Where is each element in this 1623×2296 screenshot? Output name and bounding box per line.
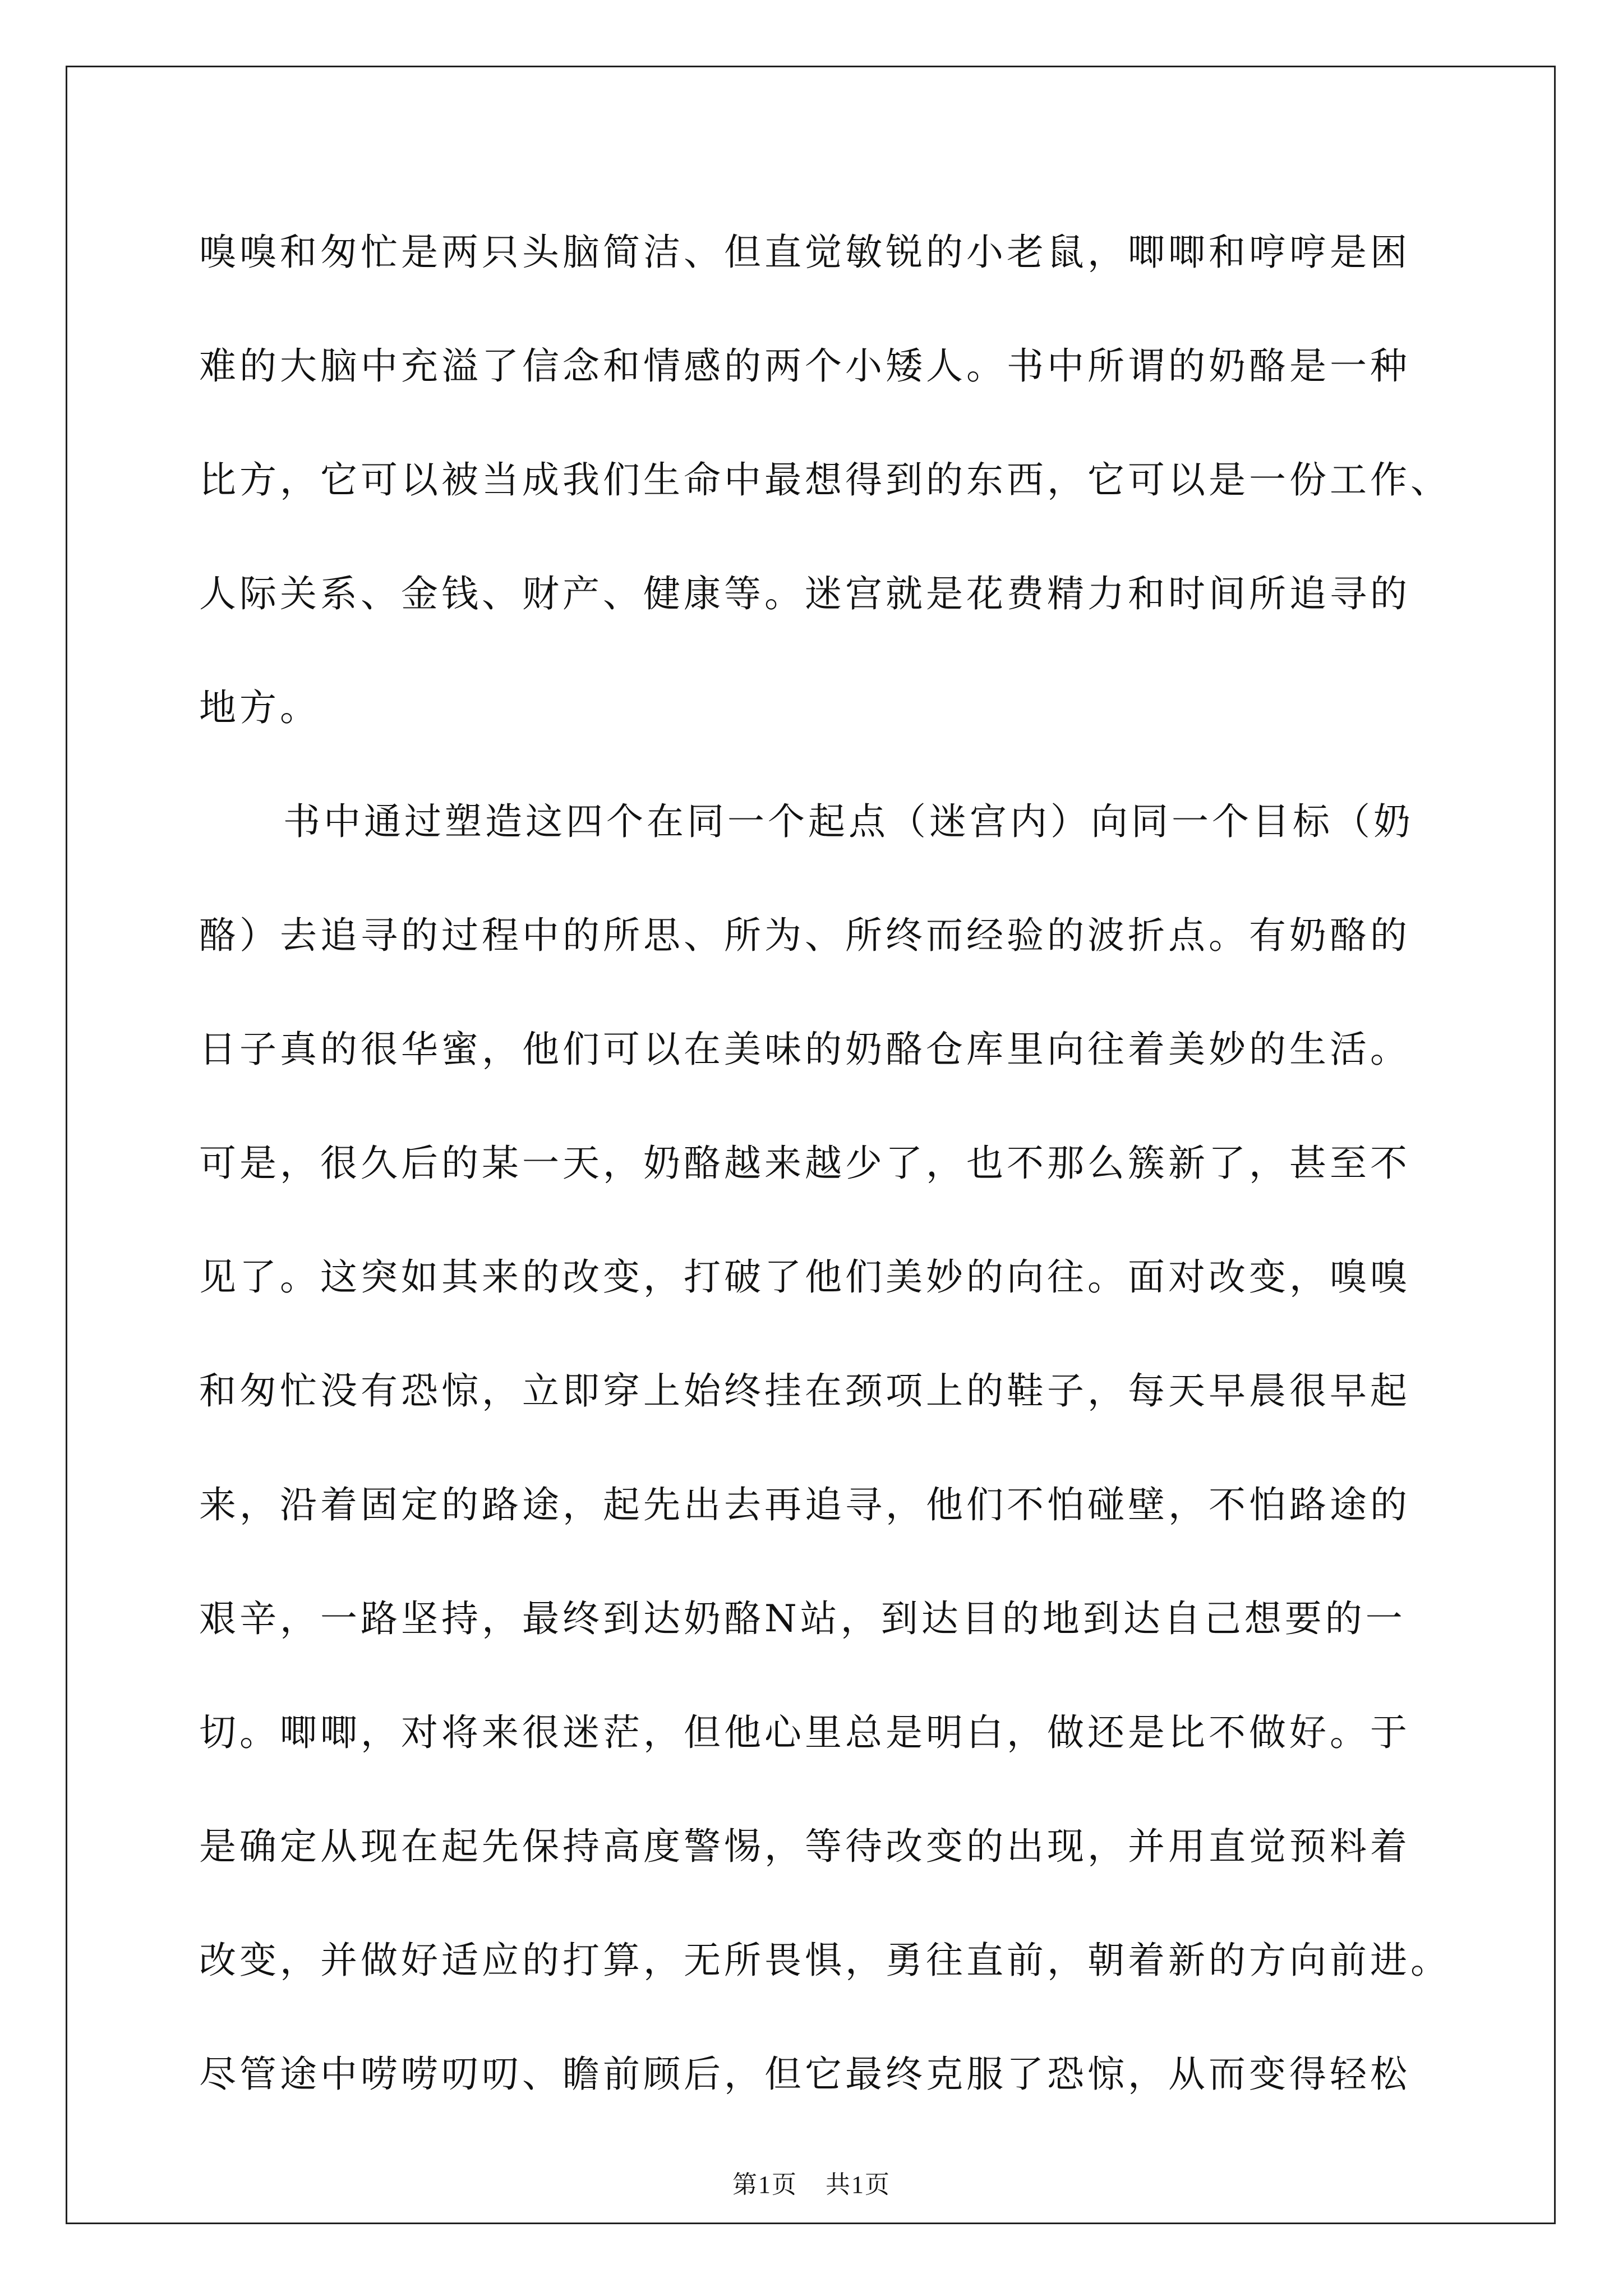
page-footer bbox=[0, 2164, 1623, 2200]
text-line: 比方，它可以被当成我们生命中最想得到的东西，它可以是一份工作、 bbox=[199, 458, 1451, 501]
text-line: 地方。 bbox=[199, 686, 320, 729]
text-line: 切。唧唧，对将来很迷茫，但他心里总是明白，做还是比不做好。于 bbox=[199, 1711, 1410, 1754]
total-pages: 共1页 bbox=[826, 2171, 891, 2198]
text-line: 是确定从现在起先保持高度警惕，等待改变的出现，并用直觉预料着 bbox=[199, 1825, 1410, 1868]
text-line: 人际关系、金钱、财产、健康等。迷宫就是花费精力和时间所追寻的 bbox=[199, 572, 1410, 615]
text-line: 尽管途中唠唠叨叨、瞻前顾后，但它最终克服了恐惊，从而变得轻松 bbox=[199, 2053, 1410, 2096]
text-line: 可是，很久后的某一天，奶酪越来越少了，也不那么簇新了，甚至不 bbox=[199, 1142, 1410, 1185]
text-line: 见了。这突如其来的改变，打破了他们美妙的向往。面对改变，嗅嗅 bbox=[199, 1255, 1410, 1299]
text-line: 嗅嗅和匆忙是两只头脑简洁、但直觉敏锐的小老鼠，唧唧和哼哼是困 bbox=[199, 231, 1410, 274]
text-line: 艰辛，一路坚持，最终到达奶酪N站，到达目的地到达自己想要的一 bbox=[199, 1597, 1406, 1640]
text-line: 改变，并做好适应的打算，无所畏惧，勇往直前，朝着新的方向前进。 bbox=[199, 1939, 1451, 1982]
page-number: 第1页 bbox=[732, 2171, 797, 2198]
text-line: 酪）去追寻的过程中的所思、所为、所终而经验的波折点。有奶酪的 bbox=[199, 914, 1410, 957]
document-body bbox=[199, 208, 1478, 2143]
text-line: 难的大脑中充溢了信念和情感的两个小矮人。书中所谓的奶酪是一种 bbox=[199, 344, 1410, 388]
paragraph-start-line: 书中通过塑造这四个在同一个起点（迷宫内）向同一个目标（奶 bbox=[283, 800, 1414, 843]
text-line: 来，沿着固定的路途，起先出去再追寻，他们不怕碰壁，不怕路途的 bbox=[199, 1483, 1410, 1526]
text-line: 日子真的很华蜜，他们可以在美味的奶酪仓库里向往着美妙的生活。 bbox=[199, 1028, 1410, 1071]
text-line: 和匆忙没有恐惊，立即穿上始终挂在颈项上的鞋子，每天早晨很早起 bbox=[199, 1369, 1410, 1412]
